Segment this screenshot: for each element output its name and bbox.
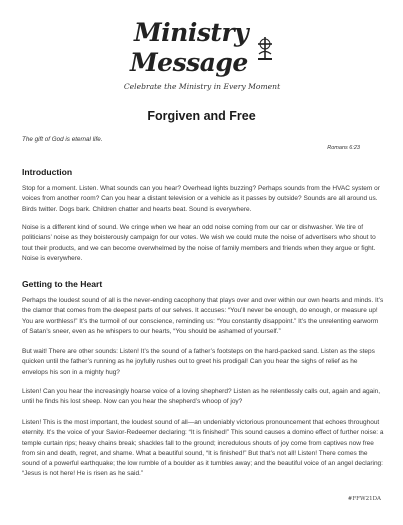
section-heading-introduction: Introduction [22,167,73,177]
logo-line-1: Ministry [134,18,249,47]
paragraph: Stop for a moment. Listen. What sounds can you hear? Overhead lights buzzing? Perhaps sounds from the HVAC system or voices from another room? Can you hear a distant television or a vehicle as it passes by outside? Sounds are all around us. Birds twitter. Dogs bark. Children chatter and hearts beat. Sound is everywhere. [22,185,380,213]
ministry-message-logo [100,16,305,98]
footer-code: #FFW21DA [347,496,381,502]
section-heading-getting-to-the-heart: Getting to the Heart [22,279,103,289]
intro-quote: The gift of God is eternal life. [22,136,103,143]
logo-tagline: Celebrate the Ministry in Every Moment [123,82,281,91]
paragraph: Noise is a different kind of sound. We cringe when we hear an odd noise coming from our car or dishwasher. We tire of politicians’ noise as they boisterously campaign for our votes. We wish we could mute the noise of advertisers who shout to tout their products, and we can become overwhelmed by the noise of family members and friends when they argue or fight. Noise is everywhere. [22,224,376,262]
scripture-reference: Romans 6:23 [327,145,360,151]
paragraph: Perhaps the loudest sound of all is the never-ending cacophony that plays over and over within our own hearts and minds. It’s the clamor that comes from the deepest parts of our selves. It accuses: “You’ll never be enough, do enough, or measure up! You are worthless!” It’s the turmoil of our conscience, reminding us: “You constantly disappoint.” It’s the unrelenting earworm of Satan’s sneer, even as he whispers to our hearts, “You should be ashamed of yourself.” [22,297,384,335]
page-title: Forgiven and Free [147,109,256,123]
paragraph: Listen! Can you hear the increasingly hoarse voice of a loving shepherd? Listen as he relentlessly calls out, again and again, until he finds his lost sheep. Now can you hear the shepherd’s whoop of joy? [22,388,381,406]
paragraph: Listen! This is the most important, the loudest sound of all—an undeniably victorious pronouncement that echoes throughout eternity. It’s the voice of your Savior-Redeemer declaring: “It is finished!” This sound causes a domino effect of further noise: a temple curtain rips; heavy chains break; shackles fall to the ground; incredulous shouts of joy come from captives now free from sin and death, regret, and shame. What a beautiful sound, “It is finished!” But that’s not all! Listen! There comes the sound of a powerful earthquake; the low rumble of a boulder as it tumbles away; and the beautiful voice of an angel declaring: “Jesus is not here! He is risen as he said.” [22,419,384,478]
elca-cross-icon [254,36,276,62]
paragraph: But wait! There are other sounds: Listen! It’s the sound of a father’s footsteps on the hard-packed sand. Listen as the steps quicken until the father’s running as he joyfully rushes out to greet his prodigal! Can you hear the sighs of relief as he envelops his son in a mighty hug? [22,348,375,376]
logo-line-2: Message [130,48,248,77]
